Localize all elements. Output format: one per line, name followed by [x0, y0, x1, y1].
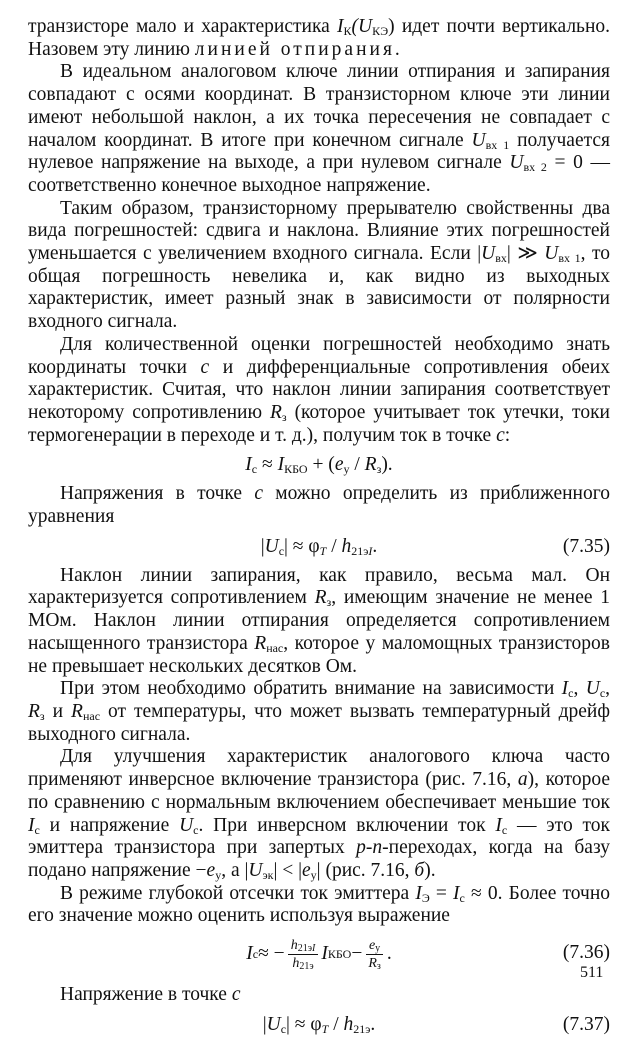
equation-7-35: $|U_c| \approx \varphi_T / h_{21эI}$. (7.35)	[28, 529, 610, 565]
term-unlock-line: линией отпирания	[194, 38, 395, 60]
equation-number: (7.35)	[562, 535, 610, 557]
fraction-ey-rz: $\frac{e_у}{R_з}$	[365, 937, 384, 972]
page-number: 511	[580, 964, 604, 981]
paragraph-1: транзисторе мало и характеристика $I_К(U_{КЭ})$ идет почти вертикально. Назовем эту линию линией отпирания.	[28, 16, 610, 60]
page-body	[28, 16, 610, 1043]
fraction-h21: $\frac{h_{21эI}}{h_{21э}}$	[288, 937, 319, 972]
equation-number: (7.37)	[562, 1013, 610, 1035]
paragraph-2: В идеальном аналоговом ключе линии отпирания и запирания совпадают с осями координат. В транзисторном ключе эти линии имеют небольшой наклон, а их точка пересечения не совпадает с началом координат. В итоге при конечном сигнале $U_{вх 1}$ получается нулевое напряжение на выходе, а при нулевом сигнале $U_{вх 2} = 0$ — соответственно конечное выходное напряжение.	[28, 61, 611, 196]
paragraph-3: Таким образом, транзисторному прерывателю свойственны два вида погрешностей: сдвига и наклона. Влияние этих погрешностей уменьшается с увеличением входного сигнала. Если $|U_{вх}|$ ≫ $U_{вх 1}$, то общая погрешность невелика и, как видно из выходных характеристик, имеет разный знак в зависимости от полярности входного сигнала.	[28, 197, 611, 333]
paragraph-10: Напряжение в точке c	[60, 984, 241, 1006]
paragraph-9: В режиме глубокой отсечки ток эмиттера $I_Э = I_c \approx 0$. Более точно его значение можно оценить используя выражение	[28, 882, 611, 927]
paragraph-4: Для количественной оценки погрешностей необходимо знать координаты точки c и дифференциальные сопротивления обеих характеристик. Считая, что наклон линии запирания соответствует некоторому сопротивлению $R_з$ (которое учитывает ток утечки, токи термогенерации в переходе и т. д.), получим ток в точке c:	[28, 333, 610, 446]
equation-current-c: $I_c \approx I_{КБО} + (e_у / R_з)$.	[245, 454, 393, 477]
equation-7-36: I c ≈ − $\frac{h_{21эI}}{h_{21э}}$ I КБО − $\frac{e_у}{R_з}$ . (7.36)	[246, 937, 610, 972]
paragraph-8: Для улучшения характеристик аналогового ключа часто применяют инверсное включение транзистора (рис. 7.16, а), которое по сравнению с нормальным включением обеспечивает меньшие ток $I_c$ и напряжение $U_c$. При инверсном включении ток $I_c$ — это ток эмиттера транзистора при запертых p-n-переходах, когда на базу подано напряжение $-e_у$, а $|U_{эк}| < |e_у|$ (рис. 7.16, б).	[28, 746, 610, 882]
equation-number: (7.36)	[562, 942, 610, 964]
paragraph-5: Напряжения в точке c можно определить из приближенного уравнения	[28, 483, 611, 528]
paragraph-6: Наклон линии запирания, как правило, весьма мал. Он характеризуется сопротивлением $R_з$, имеющим значение не менее 1 МОм. Наклон линии отпирания определяется сопротивлением насыщенного транзистора $R_{нас}$, которое у маломощных транзисторов не превышает нескольких десятков Ом.	[28, 564, 610, 677]
paragraph-7: При этом необходимо обратить внимание на зависимости $I_c$, $U_c$, $R_з$ и $R_{нас}$ от температуры, что может вызвать температурный дрейф выходного сигнала.	[28, 678, 611, 745]
equation-7-37: $|U_c| \approx \varphi_T / h_{21э}$. (7.37)	[28, 1007, 610, 1043]
